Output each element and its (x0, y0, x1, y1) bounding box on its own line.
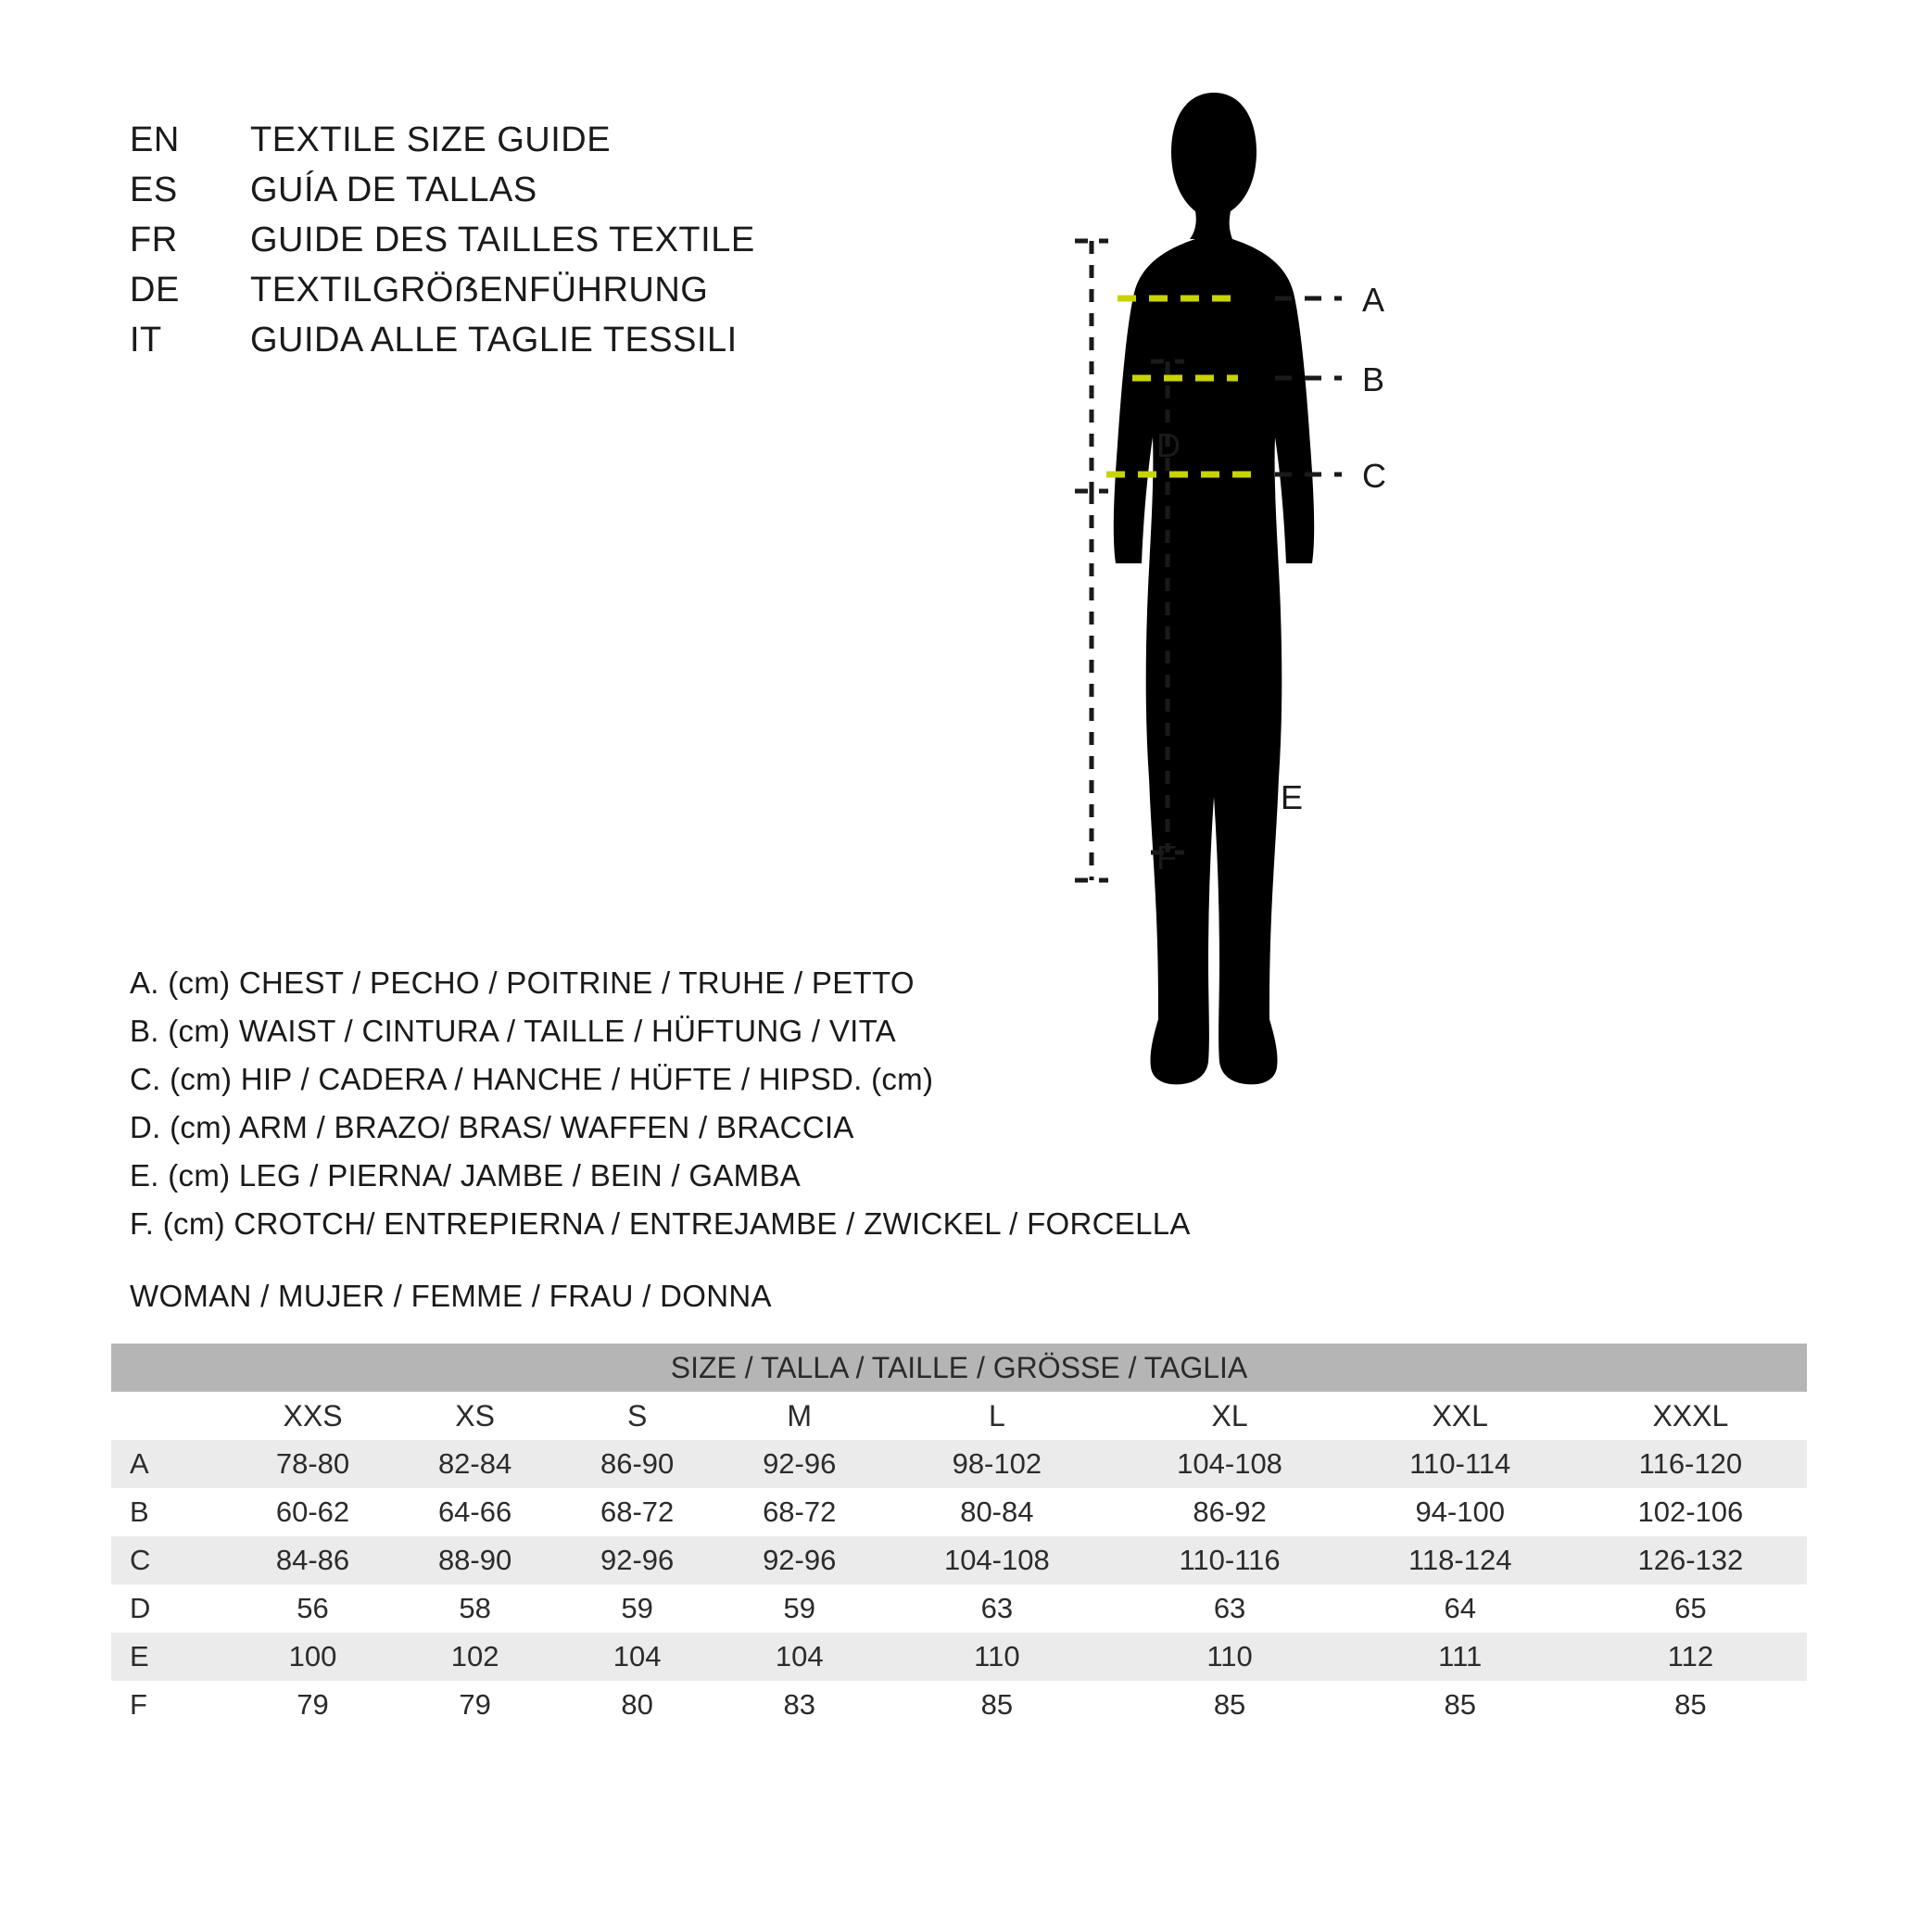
title-text-it: GUIDA ALLE TAGLIE TESSILI (250, 321, 738, 360)
cell-c-xs: 88-90 (394, 1536, 556, 1584)
table-header-row (111, 1344, 1807, 1392)
cell-c-m: 92-96 (718, 1536, 880, 1584)
size-col-xl: XL (1113, 1392, 1345, 1440)
label-leg-E: E (1281, 778, 1304, 816)
title-row (130, 321, 755, 371)
label-arm-D: D (1156, 426, 1181, 464)
cell-f-xl: 85 (1113, 1681, 1345, 1729)
size-col-xxl: XXL (1346, 1392, 1574, 1440)
cell-f-m: 83 (718, 1681, 880, 1729)
title-block (130, 120, 755, 371)
cell-d-s: 59 (556, 1584, 718, 1633)
cell-c-s: 92-96 (556, 1536, 718, 1584)
cell-a-xxl: 110-114 (1346, 1440, 1574, 1488)
title-lang-en: EN (130, 120, 180, 159)
cell-d-xxs: 56 (232, 1584, 394, 1633)
cell-e-xxxl: 112 (1574, 1633, 1807, 1681)
table-row (111, 1681, 1807, 1729)
title-lang-de: DE (130, 271, 180, 309)
table-row (111, 1633, 1807, 1681)
title-row (130, 170, 755, 221)
cell-a-l: 98-102 (880, 1440, 1113, 1488)
cell-c-l: 104-108 (880, 1536, 1113, 1584)
cell-f-xxl: 85 (1346, 1681, 1574, 1729)
legend-item-e: E. (cm) LEG / PIERNA/ JAMBE / BEIN / GAMBA (130, 1158, 802, 1193)
cell-a-xxs: 78-80 (232, 1440, 394, 1488)
cell-e-s: 104 (556, 1633, 718, 1681)
title-lang-it: IT (130, 321, 162, 360)
cell-f-s: 80 (556, 1681, 718, 1729)
cell-f-xs: 79 (394, 1681, 556, 1729)
size-row-corner (111, 1392, 232, 1440)
size-col-xxs: XXS (232, 1392, 394, 1440)
legend-item-b: B. (cm) WAIST / CINTURA / TAILLE / HÜFTUNG / VITA (130, 1014, 896, 1048)
row-label-d: D (111, 1584, 232, 1633)
title-text-en: TEXTILE SIZE GUIDE (250, 120, 612, 159)
row-label-b: B (111, 1488, 232, 1536)
label-waist-B: B (1362, 360, 1385, 398)
title-text-de: TEXTILGRÖẞENFÜHRUNG (250, 271, 709, 309)
cell-a-xl: 104-108 (1113, 1440, 1345, 1488)
cell-d-xxl: 64 (1346, 1584, 1574, 1633)
cell-c-xl: 110-116 (1113, 1536, 1345, 1584)
cell-b-xxl: 94-100 (1346, 1488, 1574, 1536)
row-label-f: F (111, 1681, 232, 1729)
row-label-a: A (111, 1440, 232, 1488)
legend-item-f: F. (cm) CROTCH/ ENTREPIERNA / ENTREJAMBE / ZWICKEL / FORCELLA (130, 1206, 1191, 1241)
cell-e-xl: 110 (1113, 1633, 1345, 1681)
cell-b-m: 68-72 (718, 1488, 880, 1536)
table-row (111, 1440, 1807, 1488)
label-hip-C: C (1362, 457, 1386, 495)
cell-a-m: 92-96 (718, 1440, 880, 1488)
cell-e-m: 104 (718, 1633, 880, 1681)
row-label-e: E (111, 1633, 232, 1681)
cell-a-s: 86-90 (556, 1440, 718, 1488)
cell-b-xl: 86-92 (1113, 1488, 1345, 1536)
cell-d-l: 63 (880, 1584, 1113, 1633)
cell-e-xxl: 111 (1346, 1633, 1574, 1681)
legend-item-c: C. (cm) HIP / CADERA / HANCHE / HÜFTE / HIPSD. (cm) (130, 1062, 934, 1096)
label-crotch-F: F (1156, 839, 1177, 877)
table-header-label: SIZE / TALLA / TAILLE / GRÖSSE / TAGLIA (111, 1344, 1807, 1392)
cell-b-xxs: 60-62 (232, 1488, 394, 1536)
size-col-m: M (718, 1392, 880, 1440)
cell-e-xs: 102 (394, 1633, 556, 1681)
cell-a-xxxl: 116-120 (1574, 1440, 1807, 1488)
cell-c-xxxl: 126-132 (1574, 1536, 1807, 1584)
cell-d-m: 59 (718, 1584, 880, 1633)
cell-d-xl: 63 (1113, 1584, 1345, 1633)
cell-b-xs: 64-66 (394, 1488, 556, 1536)
table-row (111, 1584, 1807, 1633)
cell-f-l: 85 (880, 1681, 1113, 1729)
size-table (111, 1344, 1807, 1729)
label-chest-A: A (1362, 281, 1385, 319)
title-row (130, 271, 755, 321)
size-col-s: S (556, 1392, 718, 1440)
table-row (111, 1536, 1807, 1584)
table-size-row (111, 1392, 1807, 1440)
title-text-fr: GUIDE DES TAILLES TEXTILE (250, 221, 755, 259)
table-row (111, 1488, 1807, 1536)
size-col-xs: XS (394, 1392, 556, 1440)
cell-b-s: 68-72 (556, 1488, 718, 1536)
group-label: WOMAN / MUJER / FEMME / FRAU / DONNA (130, 1279, 772, 1313)
title-lang-es: ES (130, 170, 178, 209)
legend-item-a: A. (cm) CHEST / PECHO / POITRINE / TRUHE / PETTO (130, 966, 915, 1000)
legend-item-d: D. (cm) ARM / BRAZO/ BRAS/ WAFFEN / BRACCIA (130, 1110, 854, 1144)
cell-c-xxl: 118-124 (1346, 1536, 1574, 1584)
cell-e-l: 110 (880, 1633, 1113, 1681)
cell-d-xxxl: 65 (1574, 1584, 1807, 1633)
legend-block (130, 959, 1191, 1248)
cell-a-xs: 82-84 (394, 1440, 556, 1488)
size-col-l: L (880, 1392, 1113, 1440)
cell-d-xs: 58 (394, 1584, 556, 1633)
row-label-c: C (111, 1536, 232, 1584)
cell-f-xxxl: 85 (1574, 1681, 1807, 1729)
title-row (130, 221, 755, 271)
size-col-xxxl: XXXL (1574, 1392, 1807, 1440)
cell-f-xxs: 79 (232, 1681, 394, 1729)
cell-c-xxs: 84-86 (232, 1536, 394, 1584)
cell-e-xxs: 100 (232, 1633, 394, 1681)
title-lang-fr: FR (130, 221, 178, 259)
title-row (130, 120, 755, 170)
cell-b-l: 80-84 (880, 1488, 1113, 1536)
title-text-es: GUÍA DE TALLAS (250, 170, 537, 209)
cell-b-xxxl: 102-106 (1574, 1488, 1807, 1536)
